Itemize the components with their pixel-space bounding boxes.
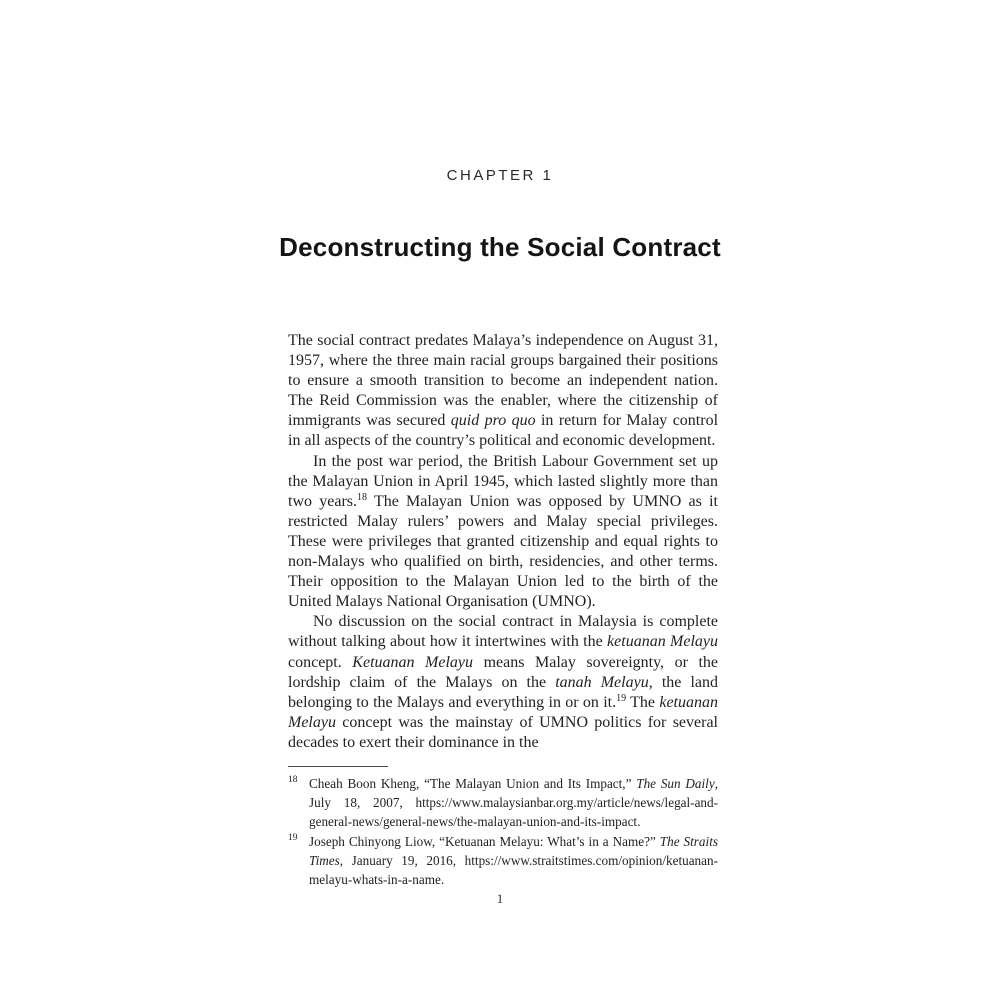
page-number: 1 — [496, 891, 504, 906]
chapter-label: CHAPTER 1 — [446, 167, 554, 184]
footnote: 19 Joseph Chinyong Liow, “Ketuanan Melayu: What’s in a Name?” The Straits Times, January 19, 2016, https://www.straitstimes.com/opinion/ketuanan-melayu-whats-in-a-name. — [288, 832, 718, 890]
body-text — [288, 331, 718, 753]
chapter-title: Deconstructing the Social Contract — [279, 232, 721, 262]
footnote-list — [288, 774, 718, 889]
footnote-reference: 18 — [357, 491, 367, 503]
footnote-number: 19 — [288, 832, 298, 843]
footnote-separator — [288, 766, 388, 767]
body-paragraph: The social contract predates Malaya’s independence on August 31, 1957, where the three main racial groups bargained their positions to ensure a smooth transition to become an independent nation. The Reid Commission was the enabler, where the citizenship of immigrants was secured quid pro quo in return for Malay control in all aspects of the country’s political and economic development. — [288, 332, 719, 450]
body-paragraph: No discussion on the social contract in Malaysia is complete without talking about how it intertwines with the ketuanan Melayu concept. Ketuanan Melayu means Malay sovereignty, or the lordship claim of the Malays on the tanah Melayu, the land belonging to the Malays and everything in or on it.$^{19}$ The ketuanan Melayu concept was the mainstay of UMNO politics for several decades to exert their dominance in the — [288, 613, 719, 751]
footnote: 18 Cheah Boon Kheng, “The Malayan Union and Its Impact,” The Sun Daily, July 18, 2007, https://www.malaysianbar.org.my/article/news/legal-and-general-news/general-news/the-malayan-union-and-its-impact. — [288, 774, 718, 832]
body-paragraph: In the post war period, the British Labour Government set up the Malayan Union in April 1945, which lasted slightly more than two years.$^{18}$ The Malayan Union was opposed by UMNO as it restricted Malay rulers’ powers and Malay special privileges. These were privileges that granted citizenship and equal rights to non-Malays who qualified on birth, residencies, and other terms. Their opposition to the Malayan Union led to the birth of the United Malays National Organisation (UMNO). — [288, 452, 718, 611]
footnote-number: 18 — [288, 775, 298, 785]
footnote-reference: 19 — [616, 692, 627, 704]
footnotes-section — [288, 766, 718, 889]
